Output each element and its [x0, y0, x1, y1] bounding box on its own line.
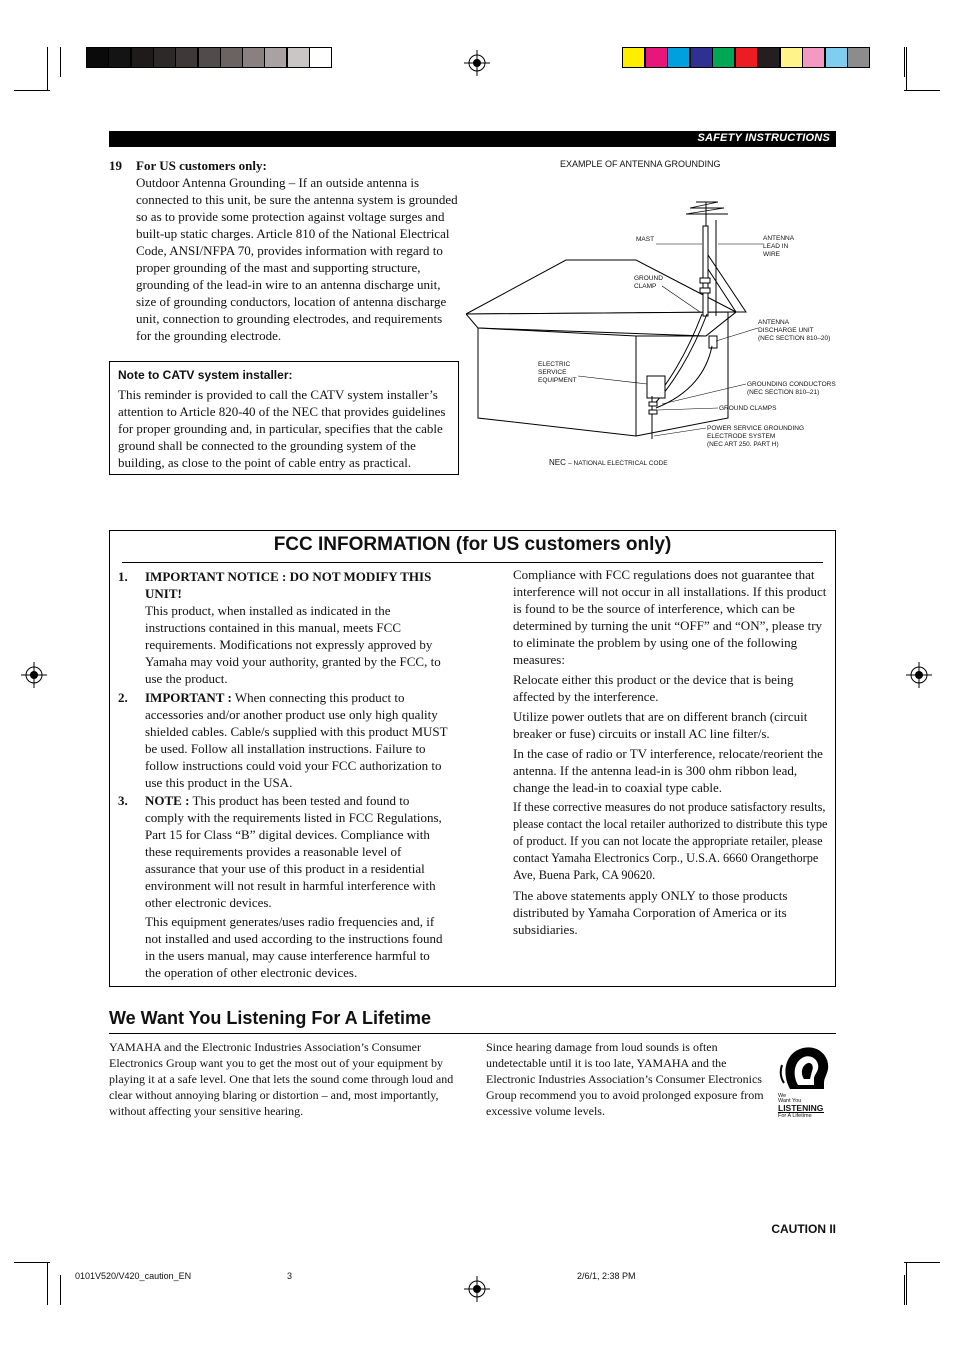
nec-abbr: NEC	[549, 458, 566, 467]
diagram-label-ground-clamps: GROUND CLAMPS	[719, 405, 777, 412]
fcc-item-1-number: 1.	[118, 569, 128, 584]
listening-logo-icon	[778, 1045, 836, 1091]
gray-swatch	[220, 47, 243, 68]
gray-swatch	[264, 47, 287, 68]
lifetime-right-text: Since hearing damage from loud sounds is often undetectable until it is too late, YAMAHA and the Electronic Industries Association’s Consumer Electronics Group recommend you to avoid prolonged exposure from excessive volume levels.	[486, 1040, 764, 1118]
color-swatch	[690, 47, 713, 68]
fcc-item-2-body: When connecting this product to accessories and/or another product use only high quality shielded cables. Cable/s supplied with this product MUST be used. Follow all installation instructions. Failure to follow instructions could void your FCC authorization to use this product in the USA.	[145, 690, 448, 790]
diagram-label-electric-service: ELECTRIC SERVICE EQUIPMENT	[538, 361, 577, 384]
fcc-item-1-body: This product, when installed as indicated in the instructions contained in this manual, meets FCC requirements. Modifications not expressly approved by Yamaha may void your authority, granted by the FCC, to use the product.	[145, 603, 441, 686]
fcc-item-3-heading: NOTE :	[145, 793, 190, 808]
nec-full: – NATIONAL ELECTRICAL CODE	[568, 460, 668, 467]
diagram-label-mast: MAST	[636, 236, 655, 243]
color-swatch	[825, 47, 848, 68]
catv-note-body: This reminder is provided to call the CATV system installer’s attention to Article 820-40 of the NEC that provides guidelines for proper grounding and, in particular, specifies that the cable ground shall be connected to the grounding system of the building, as close to the point of cable entry as practical.	[118, 387, 446, 470]
fcc-title: FCC INFORMATION (for US customers only)	[273, 534, 672, 555]
item-19-number: 19	[109, 158, 122, 173]
registration-mark-top	[464, 50, 490, 76]
gray-swatch	[309, 47, 332, 68]
antenna-diagram-title: EXAMPLE OF ANTENNA GROUNDING	[560, 159, 721, 169]
logo-text-we: We	[778, 1093, 787, 1099]
footer-file-name: 0101V520/V420_caution_EN	[75, 1271, 192, 1281]
fcc-right-paragraph: Utilize power outlets that are on different branch (circuit breaker or fuse) circuits or install AC line filter/s.	[513, 709, 808, 741]
catv-note-box	[109, 361, 459, 475]
logo-text-want-you: Want You	[778, 1098, 802, 1104]
catv-note-title: Note to CATV system installer:	[118, 368, 293, 382]
diagram-label-power-service: POWER SERVICE GROUNDING ELECTRODE SYSTEM (NEC ART 250. PART H)	[707, 425, 805, 448]
gray-swatch	[242, 47, 265, 68]
gray-swatch	[287, 47, 310, 68]
fcc-item-3-body: This product has been tested and found to comply with the requirements listed in FCC Regulations, Part 15 for Class “B” digital devices. Compliance with these requirements provides a reasonable level of assurance that your use of this product in a residential environment will not result in harmful interference with other electronic devices.	[145, 793, 442, 910]
registration-mark-right	[906, 662, 932, 688]
color-swatch	[735, 47, 758, 68]
fcc-right-paragraph: The above statements apply ONLY to those products distributed by Yamaha Corporation of America or its subsidiaries.	[513, 888, 788, 937]
fcc-item-2	[118, 689, 448, 791]
item-19	[109, 157, 459, 344]
fcc-information-box	[109, 530, 836, 987]
diagram-label-lead-in: ANTENNA LEAD IN WIRE	[763, 235, 795, 258]
lifetime-left-text: YAMAHA and the Electronic Industries Association’s Consumer Electronics Group want you to get the most out of your equipment by playing it at a safe level. One that lets the sound come through loud and clear without annoying blaring or distortion – and, most importantly, without affecting your sensitive hearing.	[109, 1040, 454, 1118]
lifetime-rule	[109, 1033, 836, 1034]
listening-for-a-lifetime-logo	[778, 1045, 836, 1119]
color-swatch	[802, 47, 825, 68]
fcc-right-paragraph: If these corrective measures do not produce satisfactory results, please contact the local retailer authorized to distribute this type of product. If you can not locate the appropriate retailer, please contact Yamaha Electronics Corp., U.S.A. 6660 Orangethorpe Ave, Buena Park, CA 90620.	[513, 800, 828, 882]
fcc-item-2-number: 2.	[118, 690, 128, 705]
fcc-item-3-number: 3.	[118, 793, 128, 808]
color-swatch	[847, 47, 870, 68]
nec-legend	[549, 458, 668, 467]
fcc-right-paragraph: In the case of radio or TV interference, relocate/reorient the antenna. If the antenna lead-in is 300 ohm ribbon lead, change the lead-in to coaxial type cable.	[513, 746, 823, 795]
logo-text-for-a-lifetime: For A Lifetime	[778, 1113, 812, 1119]
color-swatch	[757, 47, 780, 68]
gray-swatch	[108, 47, 131, 68]
lifetime-title: We Want You Listening For A Lifetime	[109, 1008, 432, 1028]
registration-mark-left	[21, 662, 47, 688]
item-19-body: Outdoor Antenna Grounding – If an outside antenna is connected to this unit, be sure the antenna system is grounded so as to provide some protection against voltage surges and built-up static charges. Article 810 of the National Electrical Code, ANSI/NFPA 70, provides information with regard to proper grounding of the mast and supporting structure, grounding of the lead-in wire to an antenna discharge unit, size of grounding conductors, location of antenna discharge unit, connection to grounding electrodes, and requirements for the grounding electrode.	[136, 175, 458, 343]
gray-swatch	[153, 47, 176, 68]
section-header-band	[109, 131, 836, 147]
gray-swatch	[175, 47, 198, 68]
registration-mark-bottom	[464, 1276, 490, 1302]
diagram-label-ground-clamp: GROUND CLAMP	[634, 275, 663, 290]
fcc-item-3-body-2: This equipment generates/uses radio frequencies and, if not installed and used according to the instructions found in the users manual, may cause interference harmful to the operation of other electronic devices.	[145, 914, 443, 980]
fcc-item-1-heading: IMPORTANT NOTICE : DO NOT MODIFY THIS UNIT!	[145, 569, 432, 601]
section-header-label: SAFETY INSTRUCTIONS	[697, 132, 830, 144]
fcc-right-paragraph: Relocate either this product or the device that is being affected by the interference.	[513, 672, 794, 704]
gray-swatch	[131, 47, 154, 68]
color-swatch	[780, 47, 803, 68]
fcc-right-paragraph: Compliance with FCC regulations does not guarantee that interference will not occur in all installations. If this product is found to be the source of interference, which can be determined by turning the unit “OFF” and “ON”, please try to eliminate the problem by using one of the following measures:	[513, 567, 827, 667]
footer-date: 2/6/1, 2:38 PM	[577, 1271, 636, 1281]
color-swatch	[712, 47, 735, 68]
fcc-item-3	[118, 792, 448, 981]
gray-swatch	[86, 47, 109, 68]
diagram-label-discharge-unit: ANTENNA DISCHARGE UNIT (NEC SECTION 810–20)	[758, 319, 831, 342]
footer-page-number: 3	[287, 1271, 293, 1281]
item-19-heading: For US customers only:	[136, 158, 267, 173]
caution-page-label: CAUTION II	[771, 1222, 836, 1236]
fcc-title-rule	[122, 562, 823, 563]
gray-swatch	[198, 47, 221, 68]
fcc-item-1	[118, 568, 448, 687]
color-swatch	[622, 47, 645, 68]
logo-text-listening: LISTENING	[778, 1103, 824, 1113]
color-swatch	[645, 47, 668, 68]
fcc-right-column	[513, 566, 829, 941]
diagram-label-grounding-conductors: GROUNDING CONDUCTORS (NEC SECTION 810–21)	[747, 381, 836, 396]
fcc-item-2-heading: IMPORTANT :	[145, 690, 232, 705]
color-swatch	[667, 47, 690, 68]
